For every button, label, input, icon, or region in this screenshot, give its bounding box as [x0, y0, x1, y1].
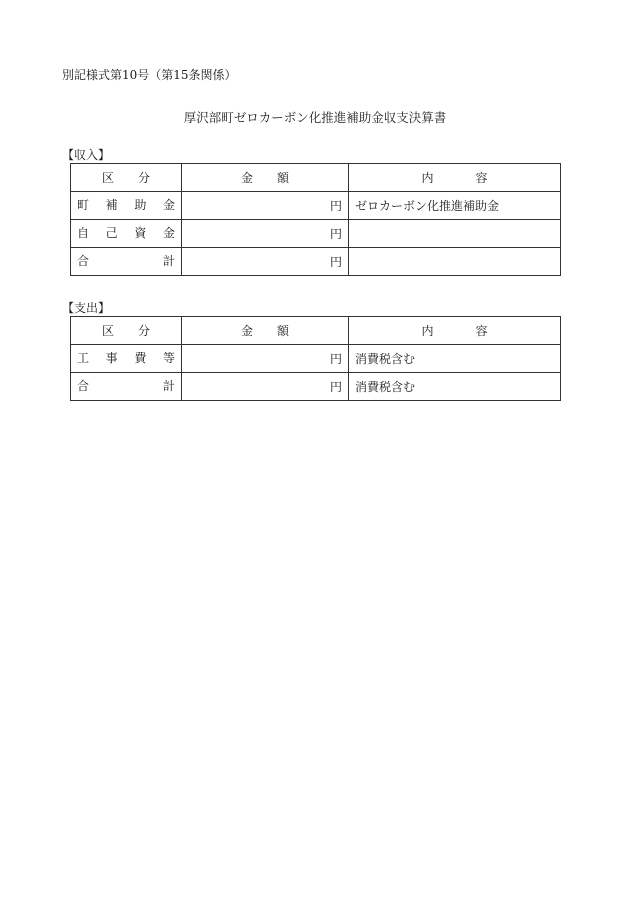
yen-unit: 円: [329, 227, 342, 241]
header-content-text: 内容: [421, 171, 530, 185]
header-category: [71, 317, 182, 345]
amount-cell[interactable]: [182, 192, 349, 220]
category-cell: [71, 345, 182, 373]
content-cell[interactable]: [349, 248, 561, 276]
header-category-text: 区分: [101, 171, 174, 185]
expenditure-row: [71, 373, 561, 401]
expenditure-row: [71, 345, 561, 373]
content-cell[interactable]: [349, 220, 561, 248]
content-cell[interactable]: [349, 192, 561, 220]
amount-cell[interactable]: [182, 220, 349, 248]
content-text: 消費税含む: [355, 380, 416, 394]
yen-unit: 円: [329, 352, 342, 366]
expenditure-section-label: 【支出】: [62, 301, 111, 315]
category-cell: [71, 373, 182, 401]
category-label: 合 計: [77, 254, 175, 268]
category-label: 合 計: [77, 379, 175, 393]
category-label: 自 己 資 金: [77, 226, 175, 240]
form-number: 別記様式第10号（第15条関係）: [62, 68, 237, 82]
yen-unit: 円: [329, 380, 342, 394]
header-amount: [182, 164, 349, 192]
category-cell: [71, 220, 182, 248]
revenue-row: [71, 220, 561, 248]
category-label: 工 事 費 等: [77, 351, 175, 365]
expenditure-table: [70, 316, 561, 401]
content-cell[interactable]: [349, 373, 561, 401]
header-content: [349, 317, 561, 345]
revenue-table: [70, 163, 561, 276]
yen-unit: 円: [329, 255, 342, 269]
header-amount-text: 金額: [240, 171, 313, 185]
header-category-text: 区分: [101, 324, 174, 338]
header-amount-text: 金額: [240, 324, 313, 338]
amount-cell[interactable]: [182, 345, 349, 373]
revenue-section-label: 【収入】: [62, 148, 111, 162]
category-label: 町 補 助 金: [77, 198, 175, 212]
header-amount: [182, 317, 349, 345]
amount-cell[interactable]: [182, 373, 349, 401]
header-content-text: 内容: [421, 324, 530, 338]
expenditure-header-row: [71, 317, 561, 345]
document-title: 厚沢部町ゼロカーボン化推進補助金収支決算書: [183, 110, 447, 125]
category-cell: [71, 192, 182, 220]
revenue-row: [71, 192, 561, 220]
yen-unit: 円: [329, 199, 342, 213]
content-text: 消費税含む: [355, 352, 416, 366]
revenue-header-row: [71, 164, 561, 192]
header-category: [71, 164, 182, 192]
revenue-row: [71, 248, 561, 276]
content-cell[interactable]: [349, 345, 561, 373]
header-content: [349, 164, 561, 192]
content-text: ゼロカーボン化推進補助金: [355, 199, 500, 213]
category-cell: [71, 248, 182, 276]
amount-cell[interactable]: [182, 248, 349, 276]
